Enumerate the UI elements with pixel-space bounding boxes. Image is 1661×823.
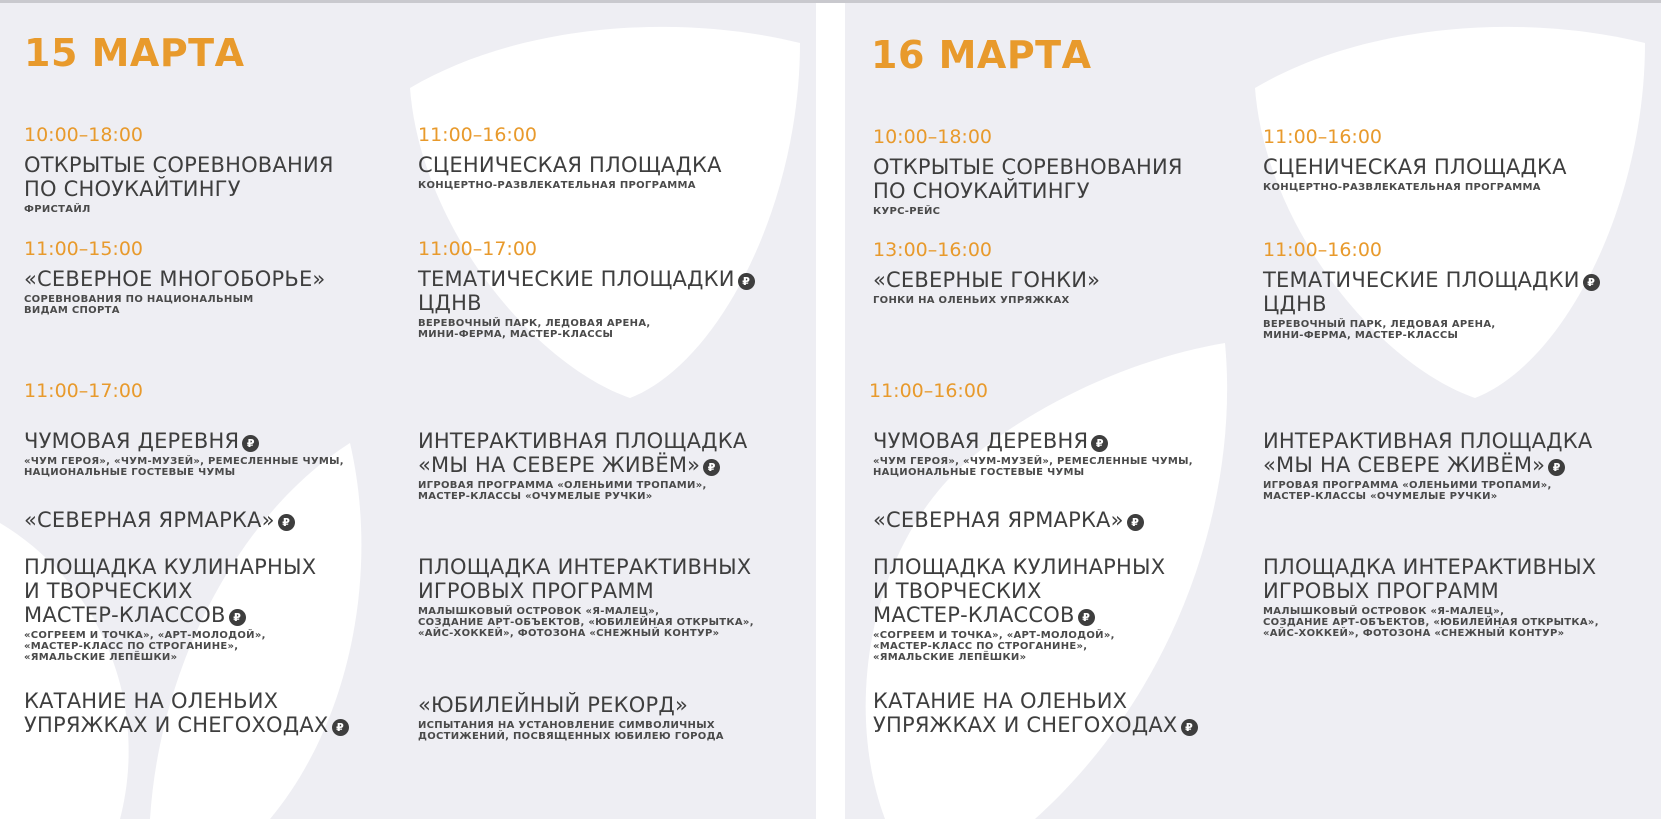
event-northern-allround [24,267,325,316]
event-interactive-area [418,429,747,502]
event-jubilee-record [418,693,724,742]
event-time: 11:00–16:00 [869,380,989,402]
event-culinary-area [873,555,1165,663]
event-time: 11:00–16:00 [1263,126,1383,148]
date-heading: 16 МАРТА [871,33,1092,77]
event-northern-fair [24,508,295,532]
event-subtitle: МАЛЫШКОВЫЙ ОСТРОВОК «Я-МАЛЕЦ», СОЗДАНИЕ АРТ-ОБЪЕКТОВ, «ЮБИЛЕЙНАЯ ОТКРЫТКА», «АЙС-ХОККЕЙ», ФОТОЗОНА «СНЕЖНЫЙ КОНТУР» [1263,606,1599,639]
event-chum-village [24,429,344,478]
ruble-icon: ₽ [703,459,720,476]
event-subtitle: ИГРОВАЯ ПРОГРАММА «ОЛЕНЬИМИ ТРОПАМИ», МАСТЕР-КЛАССЫ «ОЧУМЕЛЫЕ РУЧКИ» [1263,480,1552,502]
event-title: КАТАНИЕ НА ОЛЕНЬИХ [873,689,1128,713]
event-reindeer-riding [873,689,1198,737]
event-title: КАТАНИЕ НА ОЛЕНЬИХ [24,689,279,713]
event-time: 11:00–17:00 [24,380,144,402]
event-game-programs [418,555,754,639]
event-game-programs [1263,555,1599,639]
event-title-line2: «МЫ НА СЕВЕРЕ ЖИВЁМ» [1263,453,1546,477]
ruble-icon: ₽ [332,719,349,736]
event-title: ОТКРЫТЫЕ СОРЕВНОВАНИЯ ПО СНОУКАЙТИНГУ [873,155,1183,203]
event-title-line2: УПРЯЖКАХ И СНЕГОХОДАХ [873,713,1178,737]
event-title: ЧУМОВАЯ ДЕРЕВНЯ [24,429,240,453]
event-northern-fair [873,508,1144,532]
event-time: 11:00–15:00 [24,238,144,260]
ruble-icon: ₽ [229,609,246,626]
event-title: СЦЕНИЧЕСКАЯ ПЛОЩАДКА [418,153,722,177]
ruble-icon: ₽ [1583,274,1600,291]
event-title-line2: МАСТЕР-КЛАССОВ [24,603,226,627]
event-stage [1263,155,1567,193]
event-time: 10:00–18:00 [24,124,144,146]
event-time: 13:00–16:00 [873,239,993,261]
event-title: ИНТЕРАКТИВНАЯ ПЛОЩАДКА [1263,429,1593,453]
event-title: «ЮБИЛЕЙНЫЙ РЕКОРД» [418,693,688,717]
ruble-icon: ₽ [1091,435,1108,452]
event-culinary-area [24,555,316,663]
event-subtitle: ВЕРЕВОЧНЫЙ ПАРК, ЛЕДОВАЯ АРЕНА, МИНИ-ФЕРМА, МАСТЕР-КЛАССЫ [1263,319,1496,341]
event-title: ТЕМАТИЧЕСКИЕ ПЛОЩАДКИ [1263,268,1580,292]
event-title: «СЕВЕРНАЯ ЯРМАРКА» [873,508,1124,532]
event-snowkiting [24,153,334,215]
event-title: ПЛОЩАДКА ИНТЕРАКТИВНЫХ ИГРОВЫХ ПРОГРАММ [1263,555,1597,603]
ruble-icon: ₽ [278,514,295,531]
ruble-icon: ₽ [1078,609,1095,626]
event-reindeer-riding [24,689,349,737]
event-subtitle: «ЧУМ ГЕРОЯ», «ЧУМ-МУЗЕЙ», РЕМЕСЛЕННЫЕ ЧУМЫ, НАЦИОНАЛЬНЫЕ ГОСТЕВЫЕ ЧУМЫ [873,456,1193,478]
event-stage [418,153,722,191]
event-title-line2: УПРЯЖКАХ И СНЕГОХОДАХ [24,713,329,737]
date-heading: 15 МАРТА [24,31,245,75]
event-subtitle: ИГРОВАЯ ПРОГРАММА «ОЛЕНЬИМИ ТРОПАМИ», МАСТЕР-КЛАССЫ «ОЧУМЕЛЫЕ РУЧКИ» [418,480,707,502]
schedule-panel-day1 [0,3,816,819]
event-title: ОТКРЫТЫЕ СОРЕВНОВАНИЯ ПО СНОУКАЙТИНГУ [24,153,334,201]
event-time: 11:00–16:00 [418,124,538,146]
leaf-decoration [1225,3,1661,403]
event-thematic-areas [1263,268,1600,341]
event-title: ПЛОЩАДКА КУЛИНАРНЫХ И ТВОРЧЕСКИХ [873,555,1166,603]
event-time: 11:00–17:00 [418,238,538,260]
event-subtitle: ГОНКИ НА ОЛЕНЬИХ УПРЯЖКАХ [873,295,1070,306]
event-title: «СЕВЕРНОЕ МНОГОБОРЬЕ» [24,267,326,291]
ruble-icon: ₽ [738,273,755,290]
ruble-icon: ₽ [1181,719,1198,736]
event-title-line2: «МЫ НА СЕВЕРЕ ЖИВЁМ» [418,453,701,477]
ruble-icon: ₽ [242,435,259,452]
event-subtitle: «ЧУМ ГЕРОЯ», «ЧУМ-МУЗЕЙ», РЕМЕСЛЕННЫЕ ЧУМЫ, НАЦИОНАЛЬНЫЕ ГОСТЕВЫЕ ЧУМЫ [24,456,344,478]
event-title: ТЕМАТИЧЕСКИЕ ПЛОЩАДКИ [418,267,735,291]
event-title: ЧУМОВАЯ ДЕРЕВНЯ [873,429,1089,453]
event-subtitle: ИСПЫТАНИЯ НА УСТАНОВЛЕНИЕ СИМВОЛИЧНЫХ ДОСТИЖЕНИЙ, ПОСВЯЩЕННЫХ ЮБИЛЕЮ ГОРОДА [418,720,724,742]
event-northern-races [873,268,1100,306]
ruble-icon: ₽ [1548,459,1565,476]
event-thematic-areas [418,267,755,340]
event-subtitle: «СОГРЕЕМ И ТОЧКА», «АРТ-МОЛОДОЙ», «МАСТЕР-КЛАСС ПО СТРОГАНИНЕ», «ЯМАЛЬСКИЕ ЛЕПЁШКИ» [24,630,266,663]
schedule-panel-day2 [845,3,1661,819]
event-title: «СЕВЕРНЫЕ ГОНКИ» [873,268,1101,292]
event-title: СЦЕНИЧЕСКАЯ ПЛОЩАДКА [1263,155,1567,179]
event-title: ИНТЕРАКТИВНАЯ ПЛОЩАДКА [418,429,748,453]
event-subtitle: СОРЕВНОВАНИЯ ПО НАЦИОНАЛЬНЫМ ВИДАМ СПОРТА [24,294,254,316]
leaf-decoration [380,3,816,403]
event-subtitle: ФРИСТАЙЛ [24,204,91,215]
event-time: 10:00–18:00 [873,126,993,148]
event-chum-village [873,429,1193,478]
event-title: ПЛОЩАДКА КУЛИНАРНЫХ И ТВОРЧЕСКИХ [24,555,317,603]
event-title-line2: ЦДНВ [1263,292,1327,316]
event-subtitle: КОНЦЕРТНО-РАЗВЛЕКАТЕЛЬНАЯ ПРОГРАММА [418,180,696,191]
ruble-icon: ₽ [1127,514,1144,531]
event-title: «СЕВЕРНАЯ ЯРМАРКА» [24,508,275,532]
event-subtitle: МАЛЫШКОВЫЙ ОСТРОВОК «Я-МАЛЕЦ», СОЗДАНИЕ АРТ-ОБЪЕКТОВ, «ЮБИЛЕЙНАЯ ОТКРЫТКА», «АЙС-ХОККЕЙ», ФОТОЗОНА «СНЕЖНЫЙ КОНТУР» [418,606,754,639]
event-subtitle: «СОГРЕЕМ И ТОЧКА», «АРТ-МОЛОДОЙ», «МАСТЕР-КЛАСС ПО СТРОГАНИНЕ», «ЯМАЛЬСКИЕ ЛЕПЁШКИ» [873,630,1115,663]
event-time: 11:00–16:00 [1263,239,1383,261]
event-title-line2: ЦДНВ [418,291,482,315]
event-title: ПЛОЩАДКА ИНТЕРАКТИВНЫХ ИГРОВЫХ ПРОГРАММ [418,555,752,603]
event-subtitle: ВЕРЕВОЧНЫЙ ПАРК, ЛЕДОВАЯ АРЕНА, МИНИ-ФЕРМА, МАСТЕР-КЛАССЫ [418,318,651,340]
event-snowkiting [873,155,1183,217]
event-subtitle: КОНЦЕРТНО-РАЗВЛЕКАТЕЛЬНАЯ ПРОГРАММА [1263,182,1541,193]
event-interactive-area [1263,429,1592,502]
event-subtitle: КУРС-РЕЙС [873,206,941,217]
event-title-line2: МАСТЕР-КЛАССОВ [873,603,1075,627]
